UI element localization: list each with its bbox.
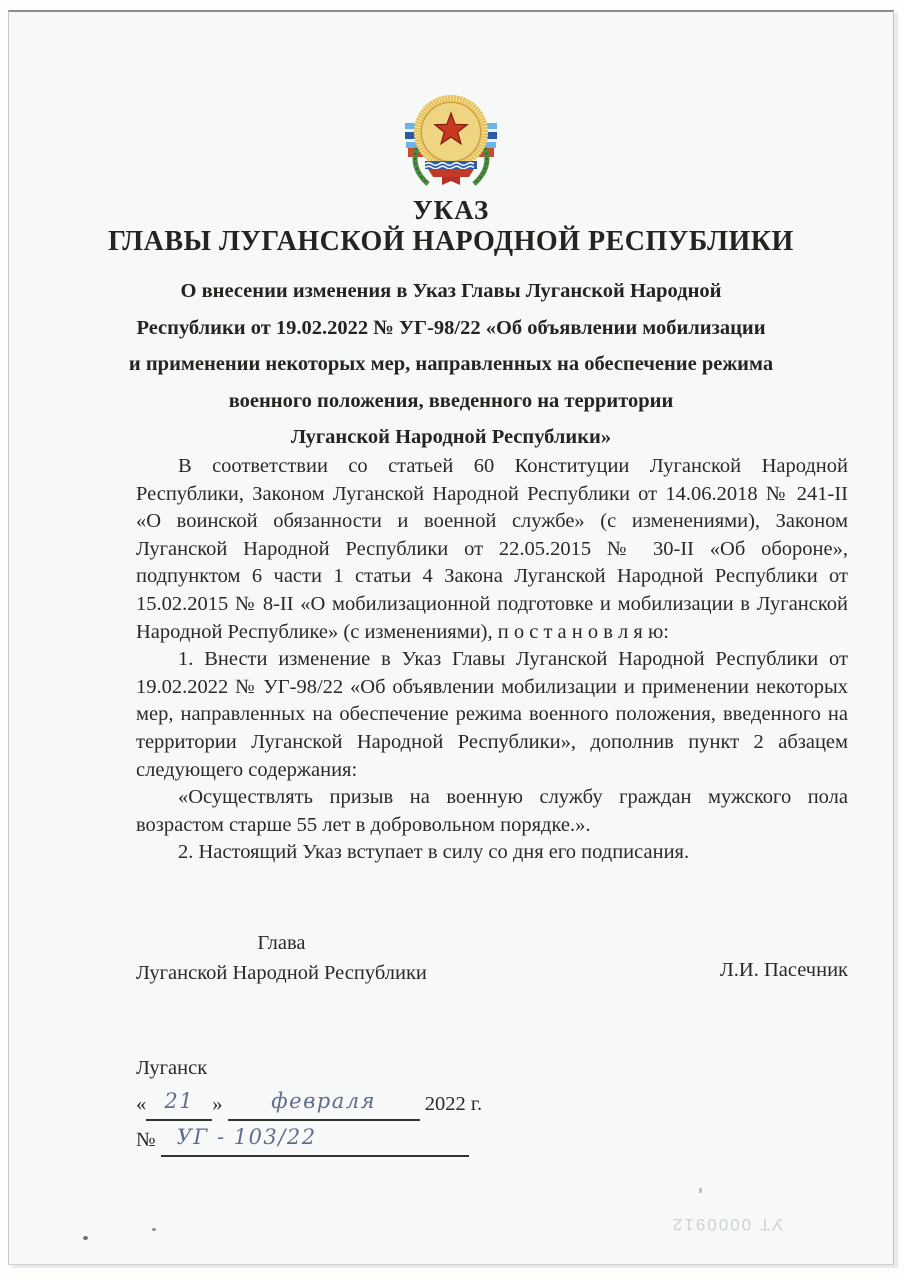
issue-date-line bbox=[136, 1085, 482, 1121]
issue-city: Луганск bbox=[136, 1057, 208, 1079]
scan-speck bbox=[83, 1236, 88, 1240]
subject-line: военного положения, введенного на территории bbox=[228, 389, 674, 412]
issue-details bbox=[136, 1052, 482, 1157]
signer-title-line1: Глава bbox=[257, 932, 306, 954]
issue-year: 2022 г. bbox=[424, 1093, 483, 1115]
lnr-coat-of-arms-emblem bbox=[404, 90, 498, 201]
signer-title-line2: Луганской Народной Республики bbox=[136, 962, 427, 984]
body-paragraph-preamble: В соответствии со статьей 60 Конституции Луганской Народной Республики, Законом Луганской Народной Республики от 14.06.2018 № 241-II «О воинской обязанности и военной службе» (с изменениями), Законом Луганской Народной Республики от 22.05.2015 № 30-II «Об обороне», подпунктом 6 части 1 статьи 4 Закона Луганской Народной Республики от 15.02.2015 № 8-II «О мобилизационной подготовке и мобилизации в Луганской Народной Республике» (с изменениями), п о с т а н о в л я ю: bbox=[136, 455, 848, 643]
subject-line: Луганской Народной Республики» bbox=[290, 426, 612, 448]
number-sign-label: № bbox=[136, 1129, 156, 1151]
banner-ribbon bbox=[428, 169, 474, 185]
coat-of-arms-icon bbox=[404, 90, 498, 196]
open-quote: « bbox=[136, 1093, 147, 1115]
scan-speck bbox=[699, 1188, 702, 1193]
subject-line: и применении некоторых мер, направленных на обеспечение режима bbox=[128, 353, 774, 375]
signer-title bbox=[136, 928, 427, 988]
subject-line: Республики от 19.02.2022 № УГ-98/22 «Об объявлении мобилизации bbox=[136, 316, 766, 339]
body-paragraph-amendment-quote: «Осуществлять призыв на военную службу граждан мужского пола возрастом старше 55 лет в добровольном порядке.». bbox=[136, 786, 848, 836]
signer-name: Л.И. Пасечник bbox=[719, 959, 848, 981]
issuing-authority-title: ГЛАВЫ ЛУГАНСКОЙ НАРОДНОЙ РЕСПУБЛИКИ bbox=[108, 226, 794, 257]
body-paragraph-item-2: 2. Настоящий Указ вступает в силу со дня его подписания. bbox=[178, 841, 690, 864]
river-waves bbox=[425, 161, 477, 169]
body-paragraph-item-1: 1. Внести изменение в Указ Главы Луганской Народной Республики от 19.02.2022 № УГ-98/22 «Об объявлении мобилизации и применении некоторых мер, направленных на обеспечение режима военного положения, введенного на территории Луганской Народной Республики», дополнив пункт 2 абзацем следующего содержания: bbox=[136, 648, 848, 781]
signature-block bbox=[136, 928, 848, 988]
scan-speck bbox=[152, 1228, 156, 1231]
decree-subject-heading bbox=[106, 273, 796, 456]
handwritten-decree-number: УГ - 103/22 bbox=[176, 1125, 317, 1149]
decree-body bbox=[136, 453, 848, 867]
handwritten-month: февраля bbox=[271, 1089, 377, 1113]
upside-down-form-stamp: УТ 0000912 bbox=[670, 1215, 784, 1234]
scanned-decree-page bbox=[8, 10, 894, 1265]
handwritten-day: 21 bbox=[164, 1089, 195, 1113]
subject-line: О внесении изменения в Указ Главы Луганской Народной bbox=[180, 280, 722, 302]
issue-number-line bbox=[136, 1121, 482, 1157]
document-type-title: УКАЗ bbox=[412, 195, 490, 225]
close-quote: » bbox=[212, 1093, 223, 1115]
